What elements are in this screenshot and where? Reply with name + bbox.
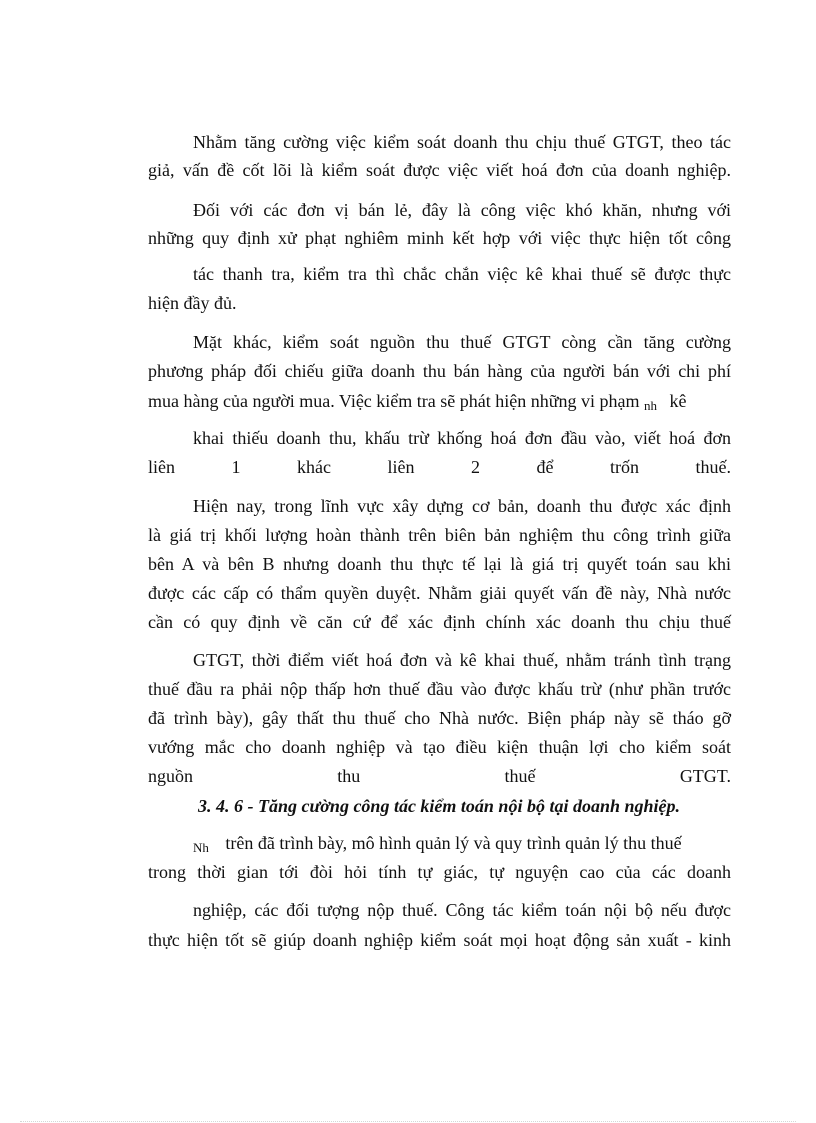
paragraph-1-line-2: giả, vấn đề cốt lõi là kiểm soát được việc viết hoá đơn của doanh nghiệp. [148, 160, 731, 180]
word: trốn [609, 457, 639, 477]
paragraph-4-line-1: Hiện nay, trong lĩnh vực xây dựng cơ bản, doanh thu được xác định [193, 496, 731, 516]
word: liên [387, 457, 415, 477]
paragraph-4-line-2: là giá trị khối lượng hoàn thành trên biên bản nghiệm thu công trình giữa [148, 525, 731, 545]
paragraph-4-line-3: bên A và bên B nhưng doanh thu thực tế lại là giá trị quyết toán sau khi [148, 554, 731, 574]
paragraph-1-line-1: Nhằm tăng cường việc kiểm soát doanh thu chịu thuế GTGT, theo tác [193, 132, 731, 152]
word: 2 [470, 457, 480, 477]
paragraph-3-line-2: phương pháp đối chiếu giữa doanh thu bán hàng của người bán với chi phí [148, 361, 731, 381]
paragraph-4-line-7: thuế đầu ra phải nộp thấp hơn thuế đầu vào được khấu trừ (như phần trước [148, 679, 731, 699]
paragraph-3-line-5 [148, 456, 731, 478]
word: để [536, 457, 554, 477]
word: thuế. [695, 457, 731, 477]
paragraph-4-line-5: cần có quy định về căn cứ để xác định chính xác doanh thu chịu thuế [148, 612, 731, 632]
word: nguồn [148, 766, 193, 786]
paragraph-2-line-1: Đối với các đơn vị bán lẻ, đây là công việc khó khăn, nhưng với [193, 200, 731, 220]
paragraph-3-line-1: Mặt khác, kiểm soát nguồn thu thuế GTGT còng cần tăng cường [193, 332, 731, 352]
section-heading: 3. 4. 6 - Tăng cường công tác kiểm toán nội bộ tại doanh nghiệp. [198, 796, 680, 816]
word: GTGT. [679, 766, 731, 786]
paragraph-2-line-3: tác thanh tra, kiểm tra thì chắc chắn việc kê khai thuế sẽ được thực [193, 264, 731, 284]
word: khác [297, 457, 331, 477]
paragraph-3-fragment-nh: nh [644, 398, 657, 413]
paragraph-5-fragment-nh: Nh [193, 840, 209, 855]
paragraph-4-line-8: đã trình bày), gây thất thu thuế cho Nhà nước. Biện pháp này sẽ tháo gỡ [148, 708, 731, 728]
paragraph-4-line-9: vướng mắc cho doanh nghiệp và tạo điều kiện thuận lợi cho kiểm soát [148, 737, 731, 757]
paragraph-4-line-10 [148, 765, 731, 787]
paragraph-2-line-4: hiện đầy đủ. [148, 293, 237, 313]
paragraph-5-line-2: trong thời gian tới đòi hỏi tính tự giác, tự nguyện cao của các doanh [148, 862, 731, 882]
paragraph-5-line-1-text: trên đã trình bày, mô hình quản lý và quy trình quản lý thu thuế [225, 833, 682, 853]
word: liên [148, 457, 175, 477]
word: thu [337, 766, 361, 786]
paragraph-3-fragment-ke: kê [669, 391, 687, 411]
paragraph-5-line-1 [193, 832, 731, 856]
word: 1 [231, 457, 241, 477]
paragraph-2-line-2: những quy định xử phạt nghiêm minh kết hợp với việc thực hiện tốt công [148, 228, 731, 248]
paragraph-3-line-4: khai thiếu doanh thu, khấu trừ khống hoá đơn đầu vào, viết hoá đơn [193, 428, 731, 448]
page-bottom-divider [20, 1121, 796, 1122]
paragraph-3-line-3-text: mua hàng của người mua. Việc kiểm tra sẽ phát hiện những vi phạm [148, 391, 640, 411]
paragraph-5-line-4: thực hiện tốt sẽ giúp doanh nghiệp kiểm soát mọi hoạt động sản xuất - kinh [148, 930, 731, 950]
paragraph-4-line-4: được các cấp có thẩm quyền duyệt. Nhằm giải quyết vấn đề này, Nhà nước [148, 583, 731, 603]
word: thuế [504, 766, 536, 786]
paragraph-3-line-3 [148, 390, 687, 414]
paragraph-5-line-3: nghiệp, các đối tượng nộp thuế. Công tác kiểm toán nội bộ nếu được [193, 900, 731, 920]
paragraph-4-line-6: GTGT, thời điểm viết hoá đơn và kê khai thuế, nhằm tránh tình trạng [193, 650, 731, 670]
